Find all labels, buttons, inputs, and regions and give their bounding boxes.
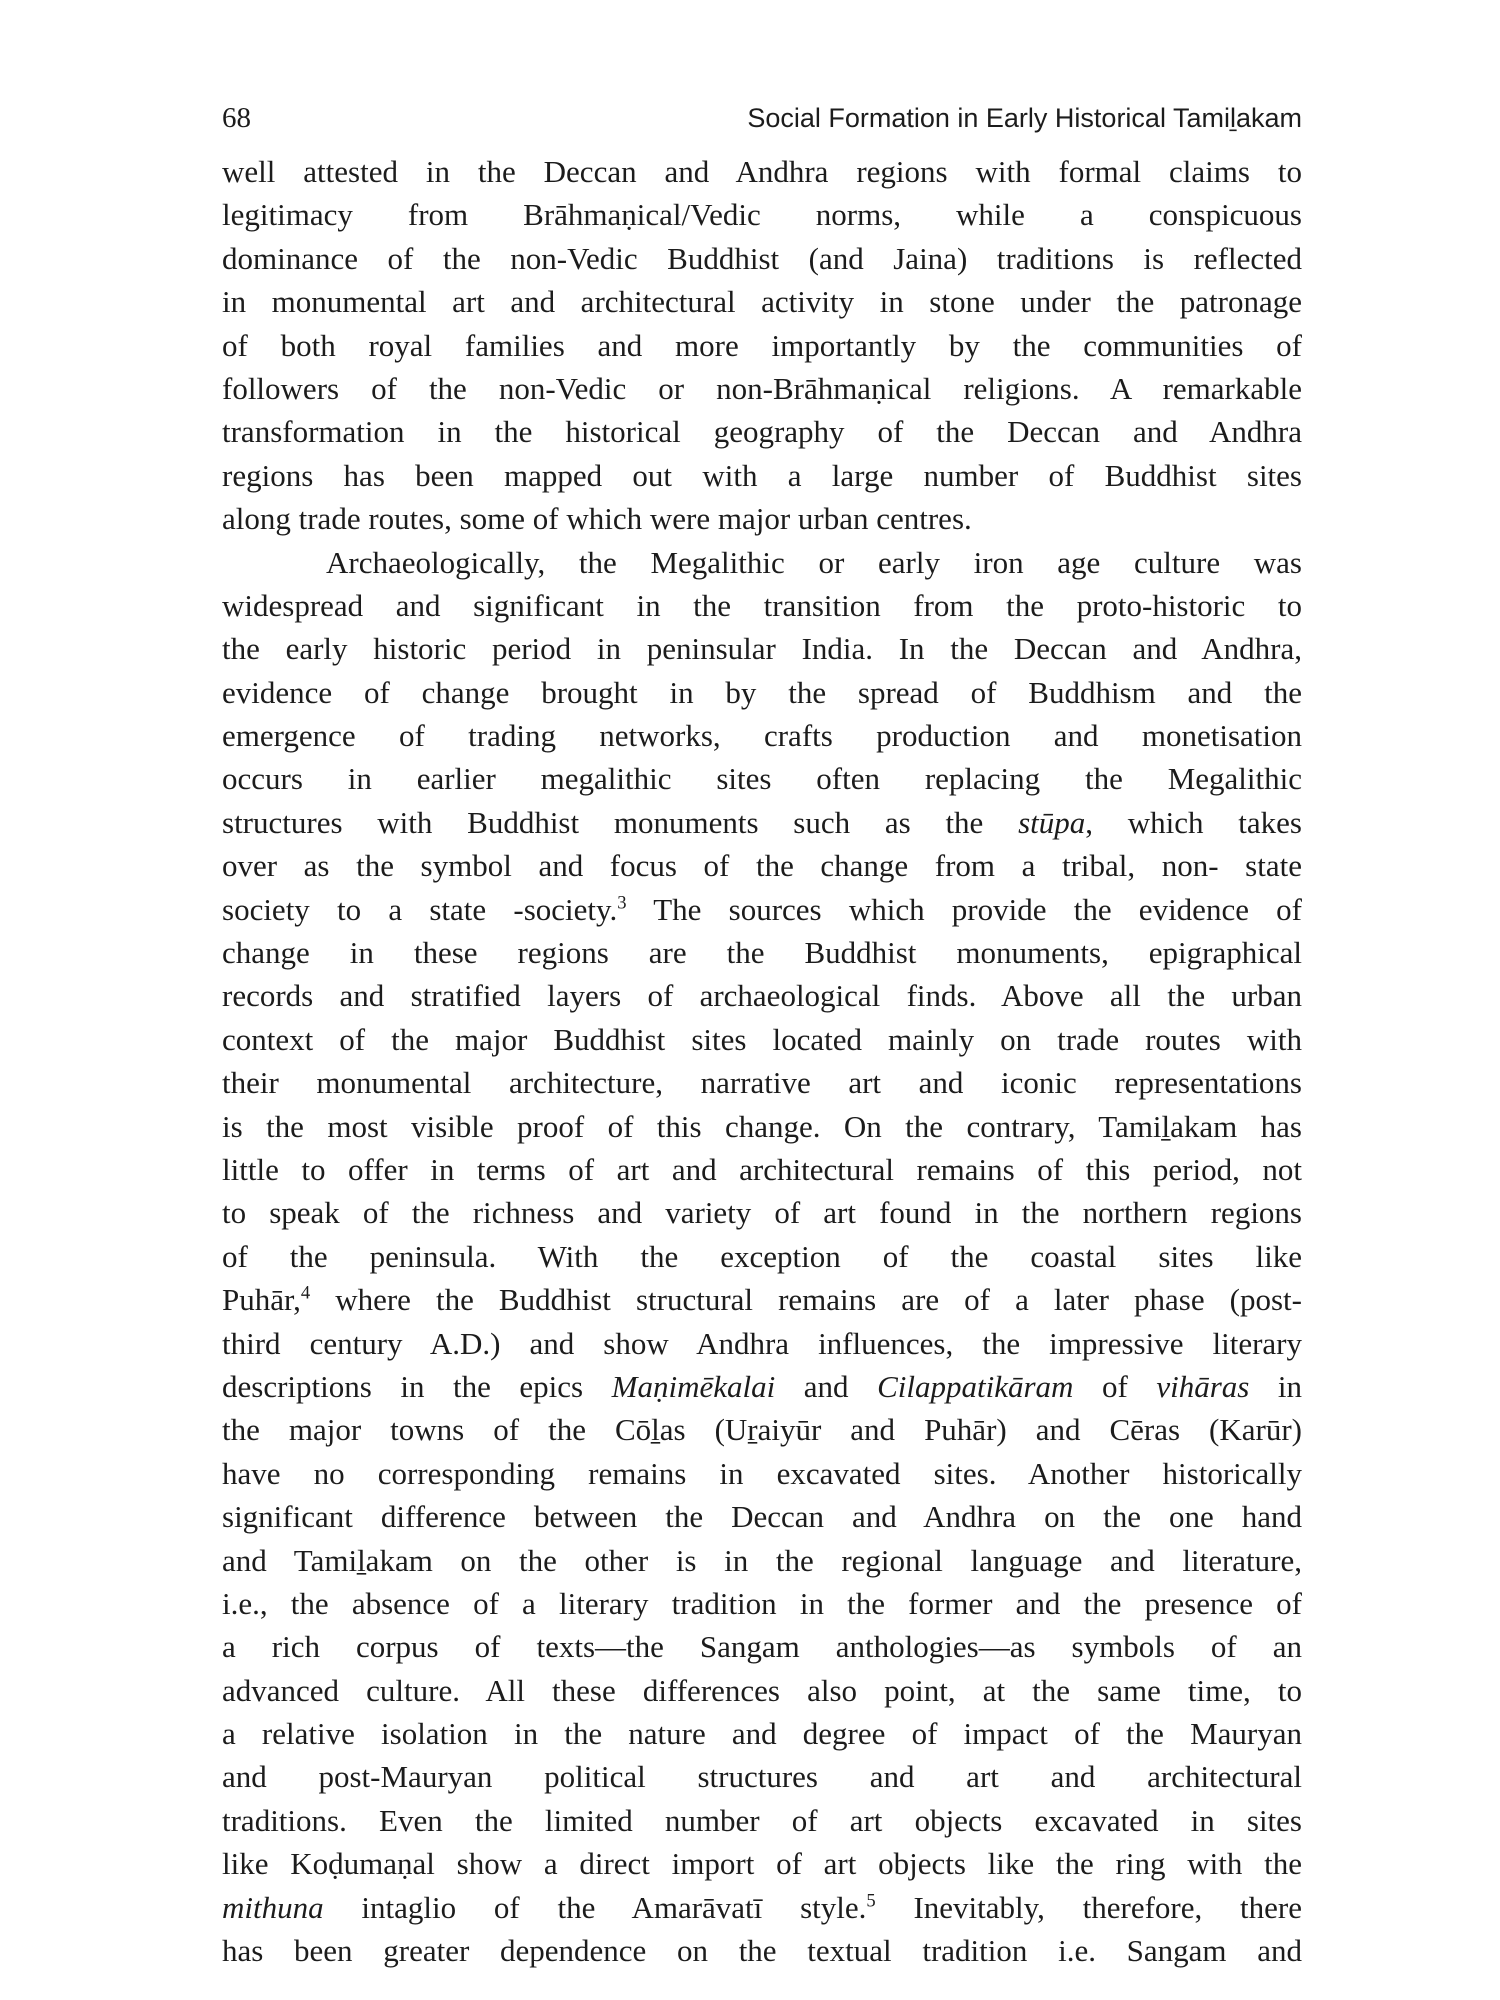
text-segment: and [775, 1368, 878, 1404]
text-segment: little to offer in terms of art and architectural remains of this period, not [222, 1151, 1302, 1187]
text-segment: of the peninsula. With the exception of the coastal sites like [222, 1238, 1302, 1274]
text-line [222, 1365, 1302, 1408]
text-line [222, 541, 1302, 584]
text-line [222, 1061, 1302, 1104]
text-segment: in monumental art and architectural activity in stone under the patronage [222, 284, 1302, 320]
text-segment: traditions. Even the limited number of art objects excavated in sites [222, 1802, 1302, 1838]
text-line [222, 1929, 1302, 1972]
text-line [222, 888, 1302, 931]
text-line [222, 454, 1302, 497]
text-line [222, 1799, 1302, 1842]
text-line [222, 367, 1302, 410]
text-segment: structures with Buddhist monuments such as the [222, 804, 1019, 840]
text-line [222, 1582, 1302, 1625]
text-segment: evidence of change brought in by the spread of Buddhism and the [222, 674, 1302, 710]
italic-term: mithuna [222, 1889, 324, 1925]
text-segment: significant difference between the Deccan and Andhra on the one hand [222, 1499, 1302, 1535]
text-segment: followers of the non-Vedic or non-Brāhmaṇical religions. A remarkable [222, 370, 1302, 406]
text-segment: change in these regions are the Buddhist monuments, epigraphical [222, 935, 1302, 971]
text-segment: the early historic period in peninsular India. In the Deccan and Andhra, [222, 631, 1302, 667]
text-segment: and Tamiḻakam on the other is in the regional language and literature, [222, 1542, 1302, 1578]
text-segment: context of the major Buddhist sites located mainly on trade routes with [222, 1021, 1302, 1057]
text-segment: society to a state -society. [222, 891, 618, 927]
text-line [222, 1452, 1302, 1495]
text-segment: dominance of the non-Vedic Buddhist (and Jaina) traditions is reflected [222, 240, 1302, 276]
text-segment: and post-Mauryan political structures and art and architectural [222, 1759, 1302, 1795]
text-segment: advanced culture. All these differences also point, at the same time, to [222, 1672, 1302, 1708]
text-line [222, 1842, 1302, 1885]
text-segment: of [1073, 1368, 1157, 1404]
text-segment: The sources which provide the evidence of [626, 891, 1302, 927]
text-line [222, 1539, 1302, 1582]
text-line [222, 1625, 1302, 1668]
text-segment: to speak of the richness and variety of art found in the northern regions [222, 1195, 1302, 1231]
text-line [222, 1018, 1302, 1061]
text-line [222, 627, 1302, 670]
text-line [222, 1712, 1302, 1755]
text-segment: , which takes [1085, 804, 1302, 840]
italic-term: stūpa [1018, 804, 1086, 840]
text-segment: Inevitably, therefore, there [875, 1889, 1302, 1925]
text-segment: have no corresponding remains in excavated sites. Another historically [222, 1455, 1302, 1491]
text-line [222, 1105, 1302, 1148]
text-line [222, 1191, 1302, 1234]
text-line [222, 844, 1302, 887]
text-segment: where the Buddhist structural remains are of a later phase (post- [310, 1282, 1302, 1318]
text-segment: widespread and significant in the transition from the proto-historic to [222, 587, 1302, 623]
text-segment: records and stratified layers of archaeological finds. Above all the urban [222, 978, 1302, 1014]
text-segment: emergence of trading networks, crafts production and monetisation [222, 718, 1302, 754]
text-segment: Archaeologically, the Megalithic or early iron age culture was [326, 544, 1302, 580]
footnote-ref: 3 [617, 892, 627, 914]
text-segment: legitimacy from Brāhmaṇical/Vedic norms, while a conspicuous [222, 197, 1302, 233]
text-line [222, 671, 1302, 714]
text-line [222, 1886, 1302, 1929]
text-segment: transformation in the historical geography of the Deccan and Andhra [222, 414, 1302, 450]
text-segment: in [1249, 1368, 1302, 1404]
text-line [222, 1148, 1302, 1191]
text-line [222, 237, 1302, 280]
italic-term: vihāras [1156, 1368, 1250, 1404]
text-segment: the major towns of the Cōḻas (Uṟaiyūr and Puhār) and Cēras (Karūr) [222, 1412, 1302, 1448]
text-line [222, 1235, 1302, 1278]
text-line [222, 801, 1302, 844]
text-line [222, 1408, 1302, 1451]
text-line [222, 497, 1302, 540]
text-segment: i.e., the absence of a literary tradition in the former and the presence of [222, 1585, 1302, 1621]
text-line [222, 757, 1302, 800]
text-line [222, 584, 1302, 627]
text-segment: a relative isolation in the nature and degree of impact of the Mauryan [222, 1716, 1302, 1752]
text-line [222, 974, 1302, 1017]
text-line [222, 1322, 1302, 1365]
text-segment: is the most visible proof of this change. On the contrary, Tamiḻakam has [222, 1108, 1302, 1144]
text-segment: their monumental architecture, narrative art and iconic representations [222, 1065, 1302, 1101]
text-segment: has been greater dependence on the textual tradition i.e. Sangam and [222, 1933, 1302, 1969]
text-segment: intaglio of the Amarāvatī style. [323, 1889, 867, 1925]
footnote-ref: 4 [300, 1282, 311, 1304]
text-segment: well attested in the Deccan and Andhra regions with formal claims to [222, 154, 1302, 189]
italic-term: Maṇimēkalai [611, 1368, 776, 1404]
text-segment: regions has been mapped out with a large number of Buddhist sites [222, 457, 1302, 493]
text-segment: third century A.D.) and show Andhra influences, the impressive literary [222, 1325, 1302, 1361]
text-line [222, 931, 1302, 974]
text-segment: Puhār, [222, 1282, 301, 1318]
text-line [222, 324, 1302, 367]
text-line [222, 150, 1302, 193]
text-line [222, 1278, 1302, 1321]
text-segment: over as the symbol and focus of the change from a tribal, non- state [222, 848, 1302, 884]
text-segment: like Koḍumaṇal show a direct import of art objects like the ring with the [222, 1846, 1302, 1882]
text-line [222, 1495, 1302, 1538]
text-segment: along trade routes, some of which were major urban centres. [222, 501, 972, 537]
text-line [222, 410, 1302, 453]
footnote-ref: 5 [866, 1890, 876, 1912]
text-line [222, 280, 1302, 323]
text-line [222, 1669, 1302, 1712]
running-head: Social Formation in Early Historical Tamiḻakam [747, 103, 1302, 133]
page-number: 68 [222, 102, 251, 134]
page-header [222, 98, 1302, 138]
text-segment: occurs in earlier megalithic sites often replacing the Megalithic [222, 761, 1302, 797]
text-segment: a rich corpus of texts—the Sangam anthologies—as symbols of an [222, 1629, 1302, 1665]
italic-term: Cilappatikāram [877, 1368, 1074, 1404]
text-segment: descriptions in the epics [222, 1368, 612, 1404]
body-text [222, 150, 1302, 1972]
text-line [222, 714, 1302, 757]
text-line [222, 1755, 1302, 1798]
text-line [222, 193, 1302, 236]
text-segment: of both royal families and more importantly by the communities of [222, 327, 1302, 363]
